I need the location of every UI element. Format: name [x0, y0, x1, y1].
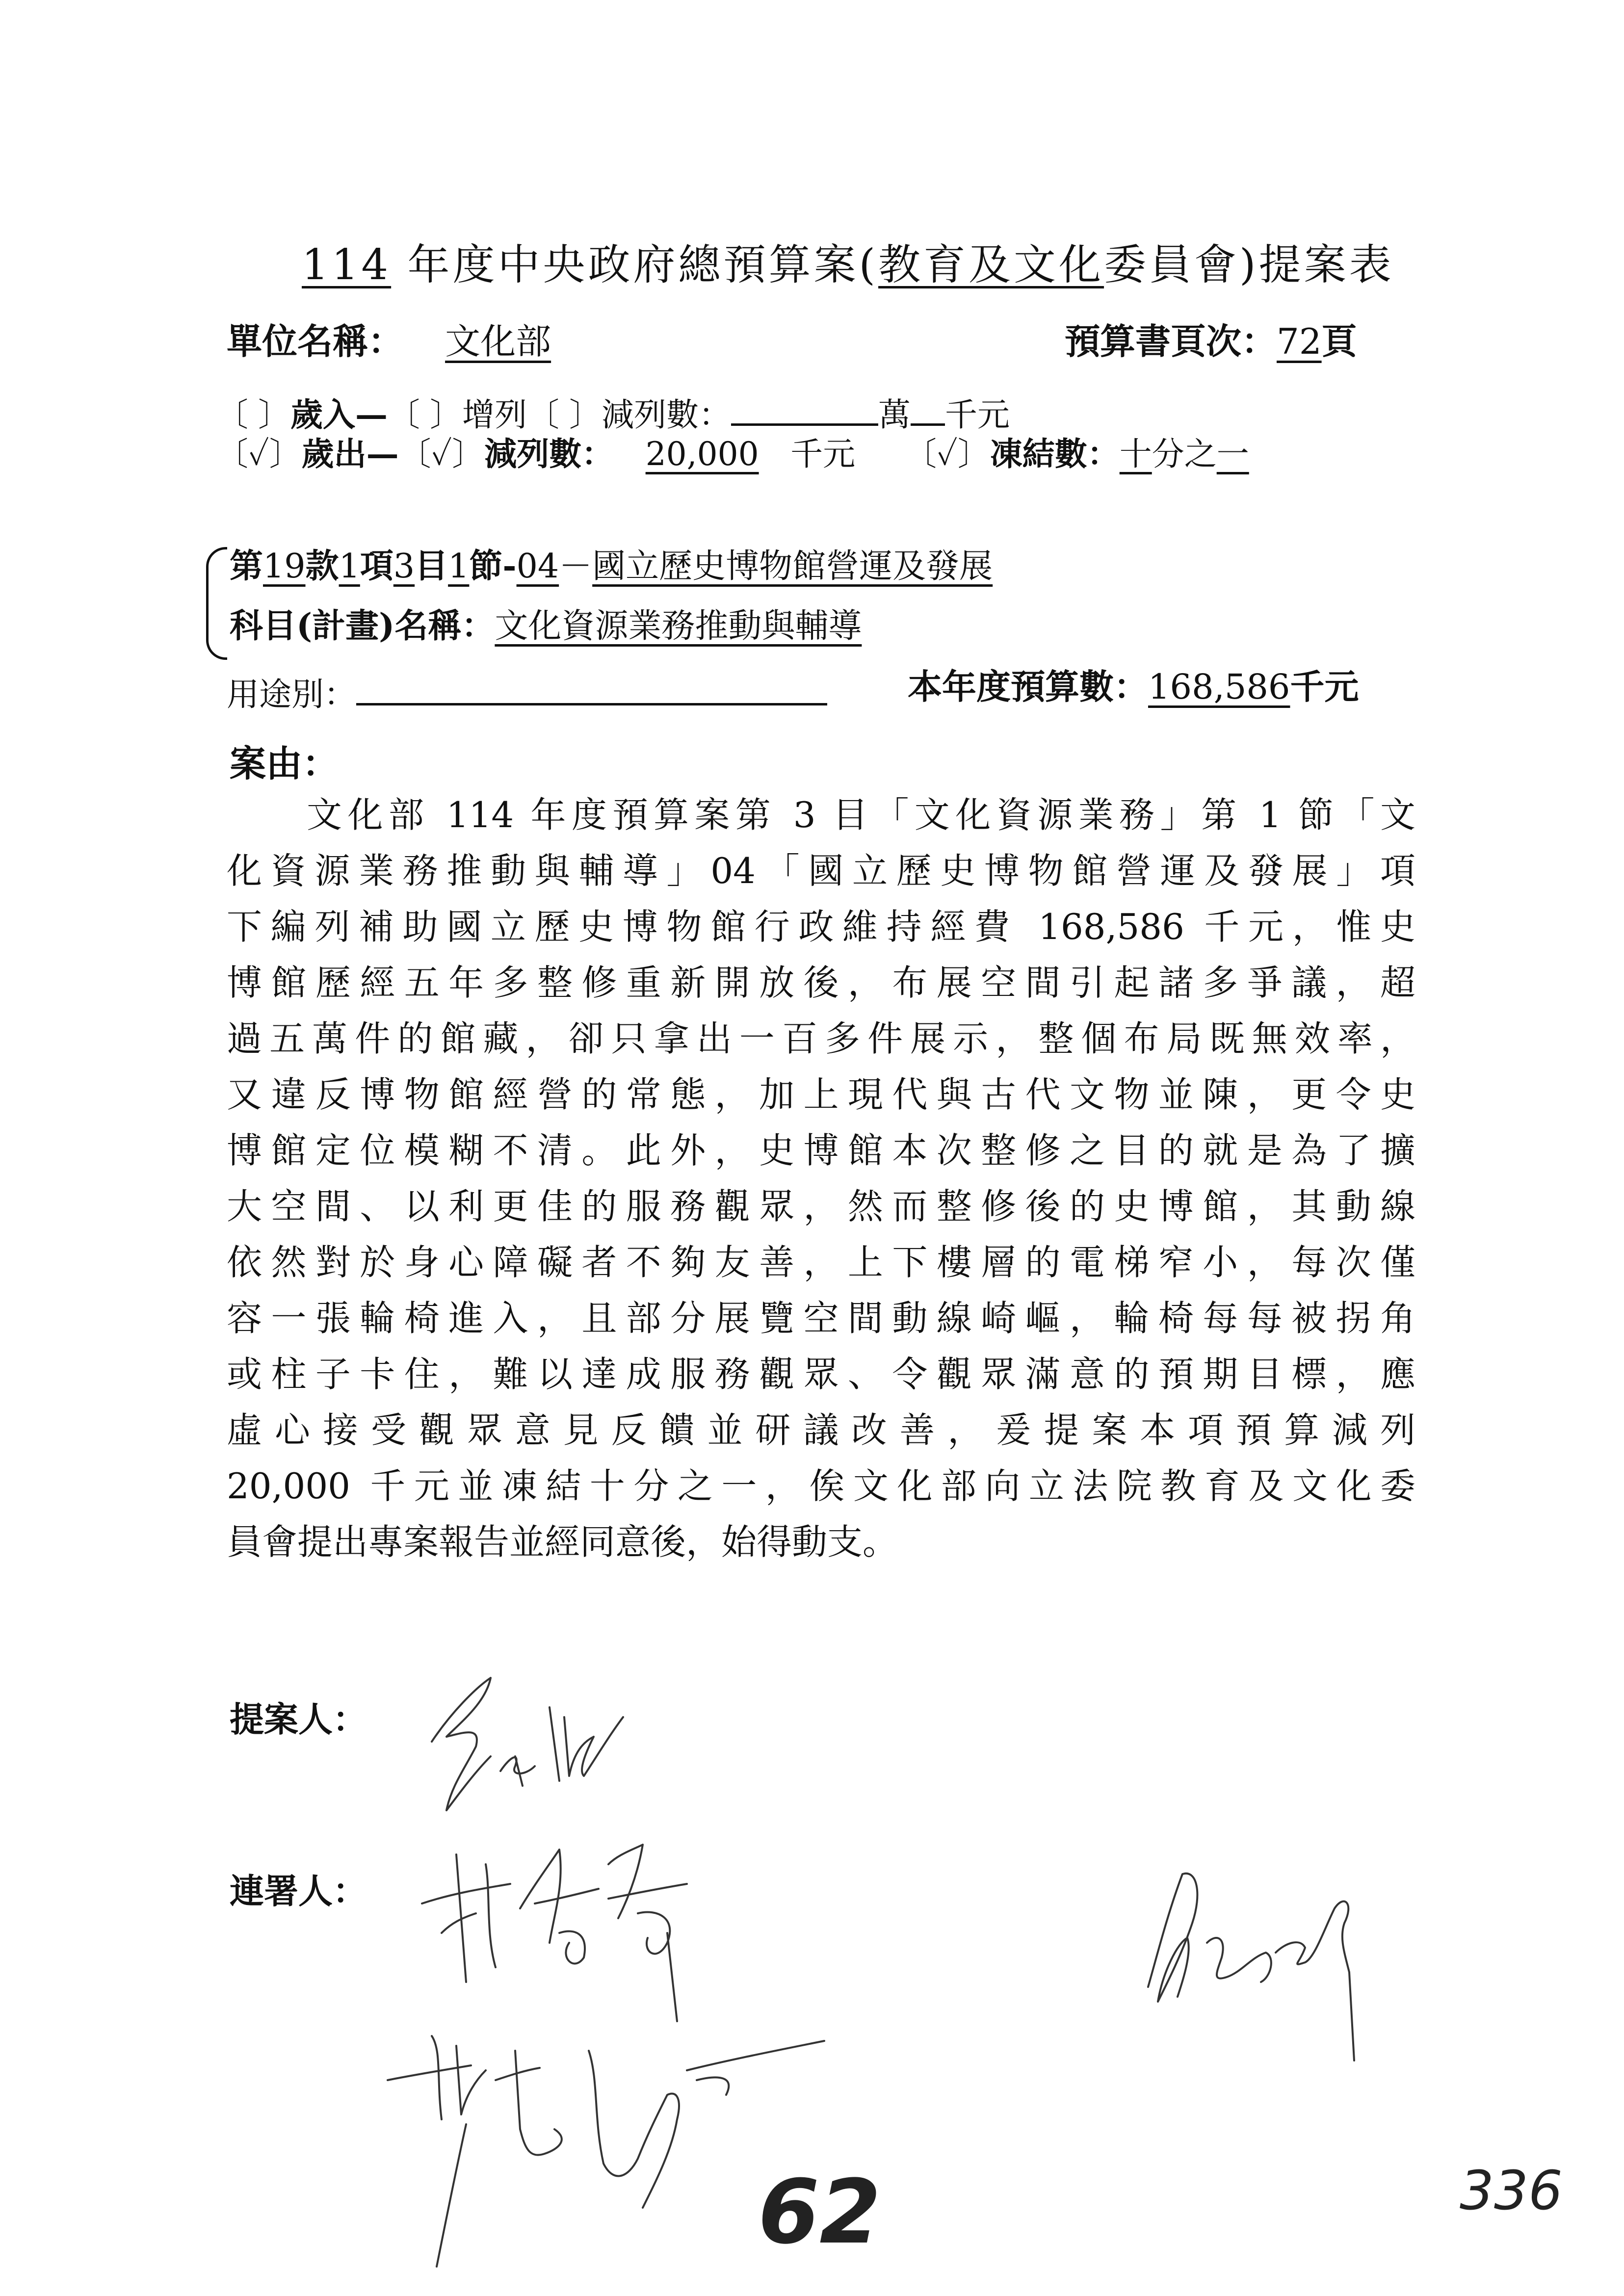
subject-label: 科目(計畫)名稱： [230, 606, 495, 646]
cosigner-signature-2 [1128, 1854, 1403, 2080]
proposer-signature [417, 1673, 662, 1830]
reason-line: 容一張輪椅進入，且部分展覽空間動線崎嶇，輪椅每每被拐角 [227, 1298, 1415, 1339]
reason-line: 又違反博物館經營的常態，加上現代與古代文物並陳，更令史 [227, 1074, 1415, 1115]
reason-line: 依然對於身心障礙者不夠友善，上下樓層的電梯窄小，每次僅 [227, 1242, 1415, 1283]
reason-line: 過五萬件的館藏，卻只拿出一百多件展示，整個布局既無效率， [227, 1018, 1415, 1059]
annual-budget-label: 本年度預算數： [908, 666, 1148, 707]
subject-row [230, 606, 862, 646]
account-mu: 3 [393, 547, 415, 586]
unit-name-row [227, 320, 676, 362]
revenue-wan-blank[interactable] [731, 390, 878, 426]
unit-name-value: 文化部 [445, 321, 551, 362]
account-bracket [206, 547, 227, 660]
document-title [302, 231, 1394, 291]
handwritten-page-number: 336 [1460, 2159, 1563, 2222]
title-year: 114 [302, 240, 392, 289]
revenue-checkbox[interactable]: 〔 〕 [216, 396, 290, 434]
account-mu-label: 目 [415, 547, 448, 586]
check-icon: ✓ [248, 435, 269, 473]
revenue-row [216, 390, 1010, 434]
revenue-decrease-label: 減列數： [602, 396, 731, 434]
title-end: 委員會)提案表 [1104, 240, 1394, 289]
revenue-increase-label: 增列 [462, 396, 527, 434]
account-jie: 1 [448, 547, 470, 586]
expenditure-decrease-amount: 20,000 [645, 435, 759, 473]
expenditure-unit: 千元 [790, 435, 856, 473]
reason-line: 20,000 千元並凍結十分之一，俟文化部向立法院教育及文化委 [227, 1465, 1415, 1507]
expenditure-checkbox[interactable]: 〔✓〕 [216, 435, 302, 473]
reason-line: 博館歷經五年多整修重新開放後，布展空間引起諸多爭議，超 [227, 962, 1415, 1003]
account-code: 04 [516, 547, 559, 586]
account-kuan: 19 [263, 547, 306, 586]
reason-line: 博館定位模糊不清。此外，史博館本次整修之目的就是為了擴 [227, 1130, 1415, 1171]
annual-budget-value: 168,586 [1148, 667, 1290, 707]
freeze-denominator: 一 [1216, 435, 1249, 473]
revenue-thousand-blank[interactable] [911, 390, 945, 426]
account-prefix: 第 [230, 547, 263, 586]
title-mid: 年度中央政府總預算案( [407, 240, 879, 289]
reason-line: 文化部 114 年度預算案第 3 目「文化資源業務」第 1 節「文 [307, 794, 1415, 835]
check-icon: ✓ [937, 435, 958, 473]
account-xiang-label: 項 [360, 547, 393, 586]
usage-row [227, 670, 827, 711]
reason-line: 或柱子卡住，難以達成服務觀眾、令觀眾滿意的預期目標，應 [227, 1354, 1415, 1395]
usage-label: 用途別： [227, 676, 356, 713]
expenditure-row [216, 435, 1249, 473]
cosigner-signature-1 [412, 1835, 731, 2041]
account-jie-label: 節- [469, 547, 517, 586]
title-committee: 教育及文化 [878, 240, 1104, 289]
account-kuan-label: 款 [305, 547, 339, 586]
revenue-decrease-checkbox[interactable]: 〔 〕 [527, 396, 602, 434]
annual-budget-row [908, 666, 1359, 707]
freeze-numerator: 十 [1119, 435, 1152, 473]
budget-page-row [1065, 320, 1357, 362]
budget-page-value: 72 [1277, 321, 1322, 362]
cosigners-label: 連署人： [230, 1871, 367, 1911]
expenditure-label: 歲出— [301, 435, 399, 473]
revenue-increase-checkbox[interactable]: 〔 〕 [388, 396, 462, 434]
reason-line: 員會提出專案報告並經同意後，始得動支。 [227, 1521, 898, 1563]
check-icon: ✓ [431, 435, 452, 473]
reason-line: 大空間、以利更佳的服務觀眾，然而整修後的史博館，其動線 [227, 1186, 1415, 1227]
reason-label: 案由： [230, 743, 339, 785]
account-program: 國立歷史博物館營運及發展 [592, 547, 993, 586]
freeze-label: 凍結數： [990, 435, 1120, 473]
reason-line: 虛心接受觀眾意見反饋並研議改善，爰提案本項預算減列 [227, 1409, 1415, 1451]
subject-value: 文化資源業務推動與輔導 [495, 607, 862, 646]
usage-value[interactable] [356, 670, 827, 705]
reason-line: 下編列補助國立歷史博物館行政維持經費 168,586 千元，惟史 [227, 906, 1415, 947]
account-xiang: 1 [339, 547, 360, 586]
unit-name-label: 單位名稱： [227, 320, 404, 362]
expenditure-decrease-label: 減列數： [484, 435, 614, 473]
revenue-unit-wan: 萬 [878, 396, 911, 434]
handwritten-sheet-number: 62 [758, 2161, 881, 2264]
expenditure-decrease-checkbox[interactable]: 〔✓〕 [398, 435, 485, 473]
budget-page-label: 預算書頁次： [1065, 320, 1277, 362]
cosigner-signature-3 [383, 2021, 1021, 2296]
account-dash: － [559, 547, 593, 586]
revenue-unit-thousand: 千元 [945, 396, 1010, 434]
freeze-checkbox[interactable]: 〔✓〕 [904, 435, 990, 473]
annual-budget-unit: 千元 [1290, 666, 1359, 707]
revenue-label: 歲入— [290, 395, 388, 434]
freeze-mid: 分之 [1152, 435, 1217, 473]
budget-page-suffix: 頁 [1321, 320, 1357, 362]
account-row [230, 547, 993, 586]
proposer-label: 提案人： [230, 1699, 367, 1740]
reason-line: 化資源業務推動與輔導」04「國立歷史博物館營運及發展」項 [227, 850, 1415, 891]
